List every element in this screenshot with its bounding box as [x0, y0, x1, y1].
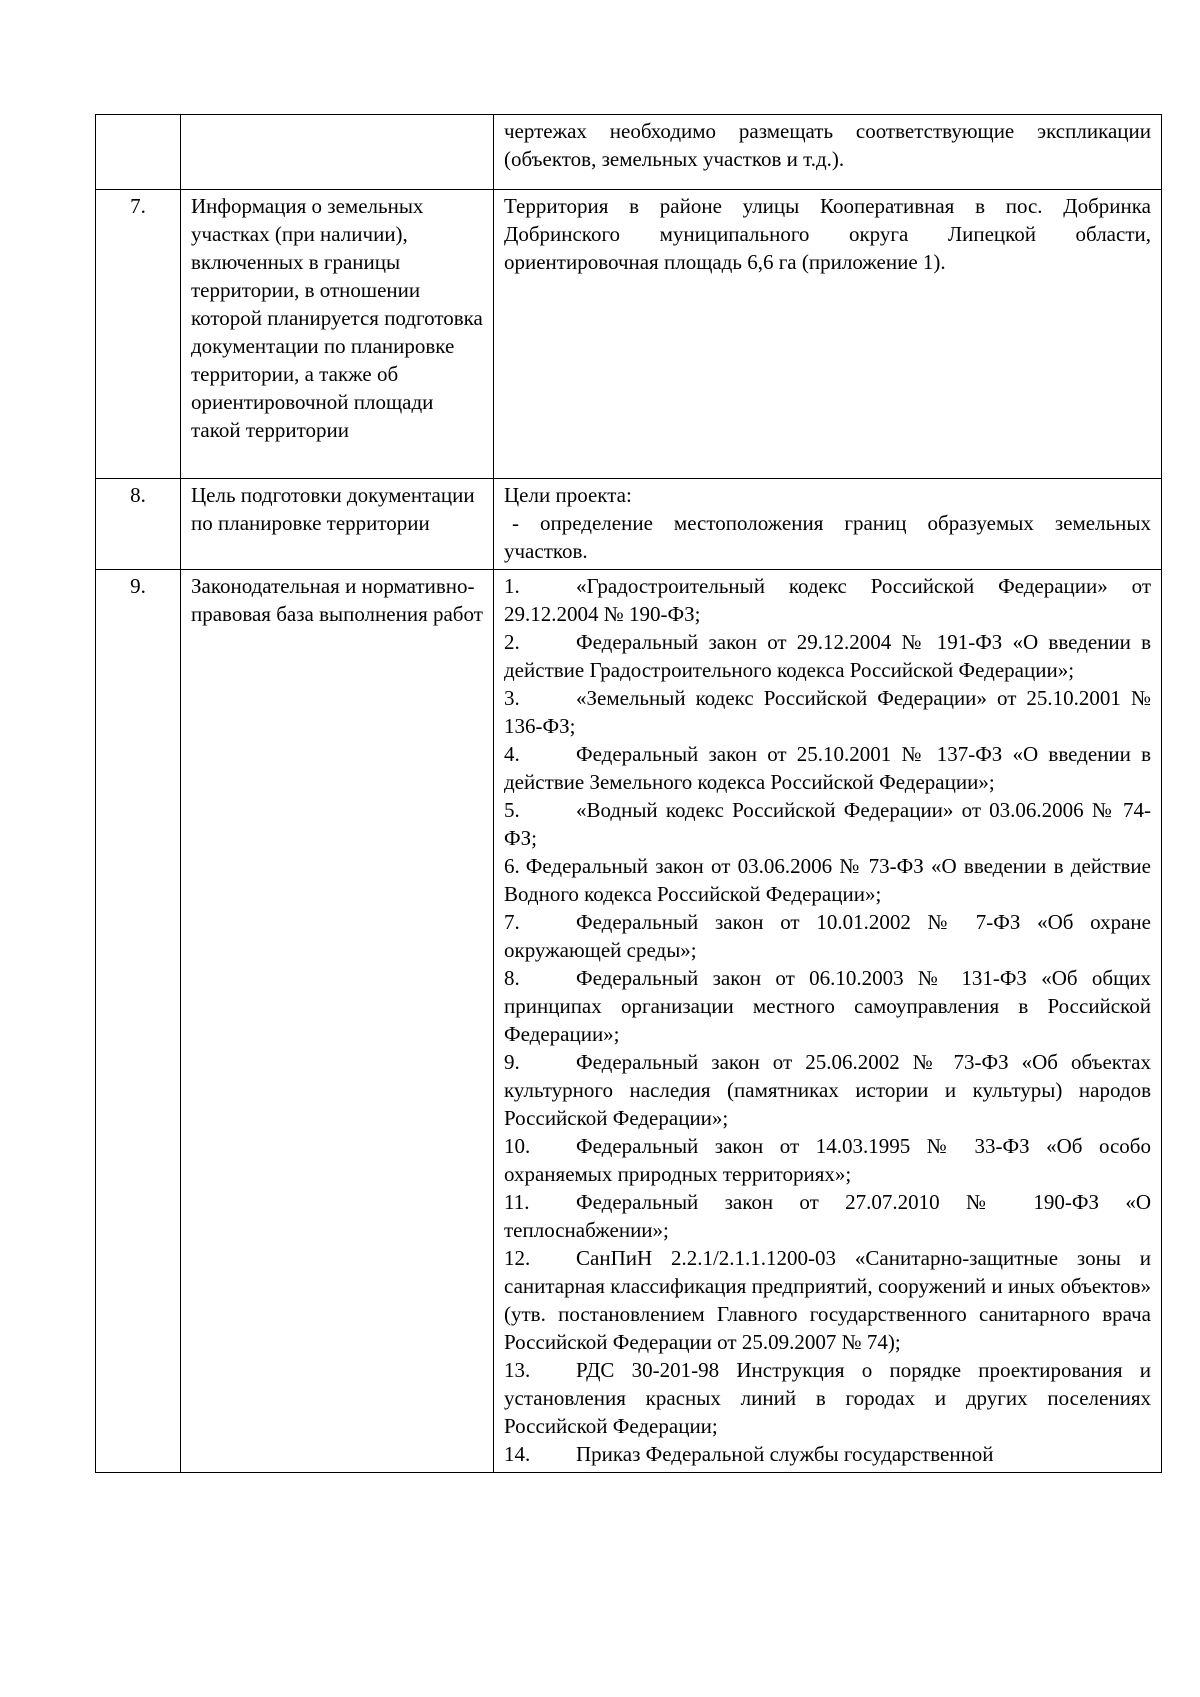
law-item-number: 13.	[504, 1358, 531, 1382]
law-item-text: Федеральный закон от 06.10.2003 № 131-ФЗ «Об общих принципах организации местного самоуправления в Российской Федерации»;	[504, 966, 1151, 1046]
law-item-text: «Градостроительный кодекс Российской Федерации» от 29.12.2004 № 190-ФЗ;	[504, 574, 1151, 626]
law-item-text: Федеральный закон от 25.06.2002 № 73-ФЗ «Об объектах культурного наследия (памятниках истории и культуры) народов Российской Федерации»;	[504, 1050, 1151, 1130]
table-row-7	[96, 190, 1162, 479]
law-list-item	[504, 1244, 1151, 1356]
law-list-item	[504, 628, 1151, 684]
law-item-text: РДС 30-201-98 Инструкция о порядке проектирования и установления красных линий в городах и других поселениях Российской Федерации;	[504, 1358, 1151, 1438]
law-list	[504, 572, 1151, 1468]
row-number-cell: 8.	[96, 479, 181, 570]
goal-item	[504, 509, 1151, 565]
law-item-text: «Водный кодекс Российской Федерации» от 03.06.2006 № 74-ФЗ;	[504, 798, 1151, 850]
law-item-number: 11.	[504, 1190, 530, 1214]
law-item-text: Федеральный закон от 03.06.2006 № 73-ФЗ «О введении в действие Водного кодекса Российской Федерации»;	[504, 854, 1151, 906]
law-item-text: «Земельный кодекс Российской Федерации» от 25.10.2001 № 136-ФЗ;	[504, 686, 1151, 738]
law-item-text: Федеральный закон от 25.10.2001 № 137-ФЗ «О введении в действие Земельного кодекса Российской Федерации»;	[504, 742, 1151, 794]
law-list-item	[504, 684, 1151, 740]
law-item-number: 10.	[504, 1134, 531, 1158]
law-item-text: Федеральный закон от 14.03.1995 № 33-ФЗ «Об особо охраняемых природных территориях»;	[504, 1134, 1151, 1186]
goal-text: определение местоположения границ образуемых земельных участков.	[504, 511, 1151, 563]
row-label-cell: Цель подготовки документации по планировке территории	[181, 479, 494, 570]
goals-title: Цели проекта:	[504, 483, 632, 507]
law-list-item	[504, 1048, 1151, 1132]
law-item-number: 9.	[504, 1050, 520, 1074]
law-list-item	[504, 796, 1151, 852]
law-item-text: Федеральный закон от 27.07.2010 № 190-ФЗ «О теплоснабжении»;	[504, 1190, 1151, 1242]
law-list-item	[504, 1356, 1151, 1440]
law-list-item	[504, 908, 1151, 964]
row-label-cell	[181, 115, 494, 190]
table-row-continuation	[96, 115, 1162, 190]
law-item-number: 7.	[504, 910, 520, 934]
law-item-number: 8.	[504, 966, 520, 990]
law-item-text: Федеральный закон от 10.01.2002 № 7-ФЗ «Об охране окружающей среды»;	[504, 910, 1151, 962]
table-row-8	[96, 479, 1162, 570]
law-item-text: Федеральный закон от 29.12.2004 № 191-ФЗ «О введении в действие Градостроительного кодекса Российской Федерации»;	[504, 630, 1151, 682]
row-value-cell	[494, 190, 1162, 479]
row-value-cell	[494, 115, 1162, 190]
law-list-item	[504, 964, 1151, 1048]
law-item-number: 6.	[504, 854, 520, 878]
law-item-number: 2.	[504, 630, 520, 654]
law-item-number: 5.	[504, 798, 520, 822]
law-item-number: 4.	[504, 742, 520, 766]
row-label-cell: Законодательная и нормативно-правовая база выполнения работ	[181, 570, 494, 1473]
row-value-text: Территория в районе улицы Кооперативная в пос. Добринка Добринского муниципального округа Липецкой области, ориентировочная площадь 6,6 га (приложение 1).	[504, 194, 1151, 274]
row-value-cell	[494, 570, 1162, 1473]
law-item-text: СанПиН 2.2.1/2.1.1.1200-03 «Санитарно-защитные зоны и санитарная классификация предприятий, сооружений и иных объектов» (утв. постановлением Главного государственного санитарного врача Российской Федерации от 25.09.2007 № 74);	[504, 1246, 1151, 1354]
document-page	[95, 114, 1162, 1473]
law-item-number: 1.	[504, 574, 520, 598]
law-list-item	[504, 572, 1151, 628]
goal-dash: -	[512, 511, 519, 535]
law-item-number: 12.	[504, 1246, 531, 1270]
row-value-text: чертежах необходимо размещать соответствующие экспликации (объектов, земельных участков и т.д.).	[504, 119, 1151, 171]
law-list-item	[504, 852, 1151, 908]
law-list-item	[504, 1132, 1151, 1188]
law-item-number: 14.	[504, 1442, 531, 1466]
row-number-cell	[96, 115, 181, 190]
table-row-9	[96, 570, 1162, 1473]
requirements-table	[95, 114, 1162, 1473]
row-number-cell: 7.	[96, 190, 181, 479]
row-label-cell: Информация о земельных участках (при наличии), включенных в границы территории, в отношении которой планируется подготовка документации по планировке территории, а также об ориентировочной площади такой территории	[181, 190, 494, 479]
law-list-item	[504, 740, 1151, 796]
law-item-number: 3.	[504, 686, 520, 710]
row-number-cell: 9.	[96, 570, 181, 1473]
row-value-cell	[494, 479, 1162, 570]
law-list-item	[504, 1440, 1151, 1468]
law-list-item	[504, 1188, 1151, 1244]
law-item-text: Приказ Федеральной службы государственной	[576, 1442, 994, 1466]
